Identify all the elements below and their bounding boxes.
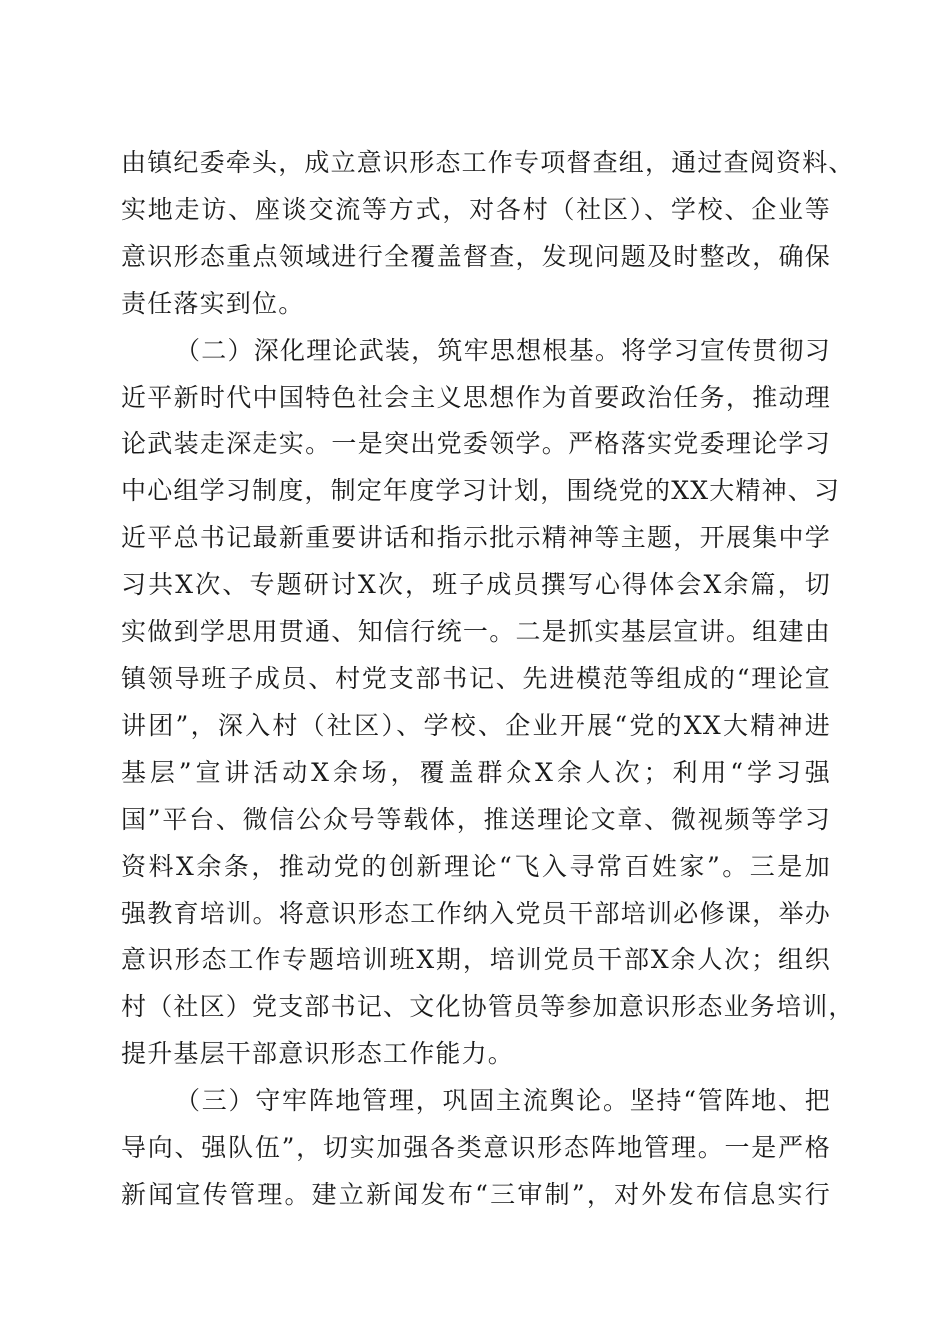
text-line: 新闻宣传管理。建立新闻发布“三审制”，对外发布信息实行 [121,1179,831,1209]
text-line: 镇领导班子成员、村党支部书记、先进模范等组成的“理论宣 [121,663,831,693]
text-line: 导向、强队伍”，切实加强各类意识形态阵地管理。一是严格 [121,1133,831,1163]
text-line: 中心组学习制度，制定年度学习计划，围绕党的XX大精神、习 [121,476,841,506]
text-line: 由镇纪委牵头，成立意识形态工作专项督查组，通过查阅资料、 [121,148,855,177]
text-line: 实做到学思用贯通、知信行统一。二是抓实基层宣讲。组建由 [121,617,831,647]
text-line: 基层”宣讲活动X余场，覆盖群众X余人次；利用“学习强 [121,757,831,787]
text-line: 意识形态重点领域进行全覆盖督查，发现问题及时整改，确保 [121,241,831,271]
text-line: 资料X余条，推动党的创新理论“飞入寻常百姓家”。三是加 [121,851,831,881]
text-line: 责任落实到位。 [121,288,305,318]
text-line: （二）深化理论武装，筑牢思想根基。将学习宣传贯彻习 [175,335,831,365]
text-line: 强教育培训。将意识形态工作纳入党员干部培训必修课，举办 [121,898,831,928]
text-line: 论武装走深走实。一是突出党委领学。严格落实党委理论学习 [121,429,831,459]
text-line: 实地走访、座谈交流等方式，对各村（社区）、学校、企业等 [121,194,831,224]
text-line: 国”平台、微信公众号等载体，推送理论文章、微视频等学习 [121,804,831,834]
text-line: （三）守牢阵地管理，巩固主流舆论。坚持“管阵地、把 [175,1086,831,1116]
text-line: 村（社区）党支部书记、文化协管员等参加意识形态业务培训， [121,992,855,1022]
paragraph-continuation [121,140,855,328]
text-line: 提升基层干部意识形态工作能力。 [121,1039,515,1069]
text-line: 近平新时代中国特色社会主义思想作为首要政治任务，推动理 [121,382,831,412]
document-body [121,140,855,1219]
paragraph-section-2 [121,328,855,1079]
text-line: 意识形态工作专题培训班X期，培训党员干部X余人次；组织 [121,945,831,975]
text-line: 习共X次、专题研讨X次，班子成员撰写心得体会X余篇，切 [121,570,831,600]
text-line: 近平总书记最新重要讲话和指示批示精神等主题，开展集中学 [121,523,831,553]
paragraph-section-3 [121,1078,831,1219]
text-line: 讲团”，深入村（社区）、学校、企业开展“党的XX大精神进 [121,710,831,740]
